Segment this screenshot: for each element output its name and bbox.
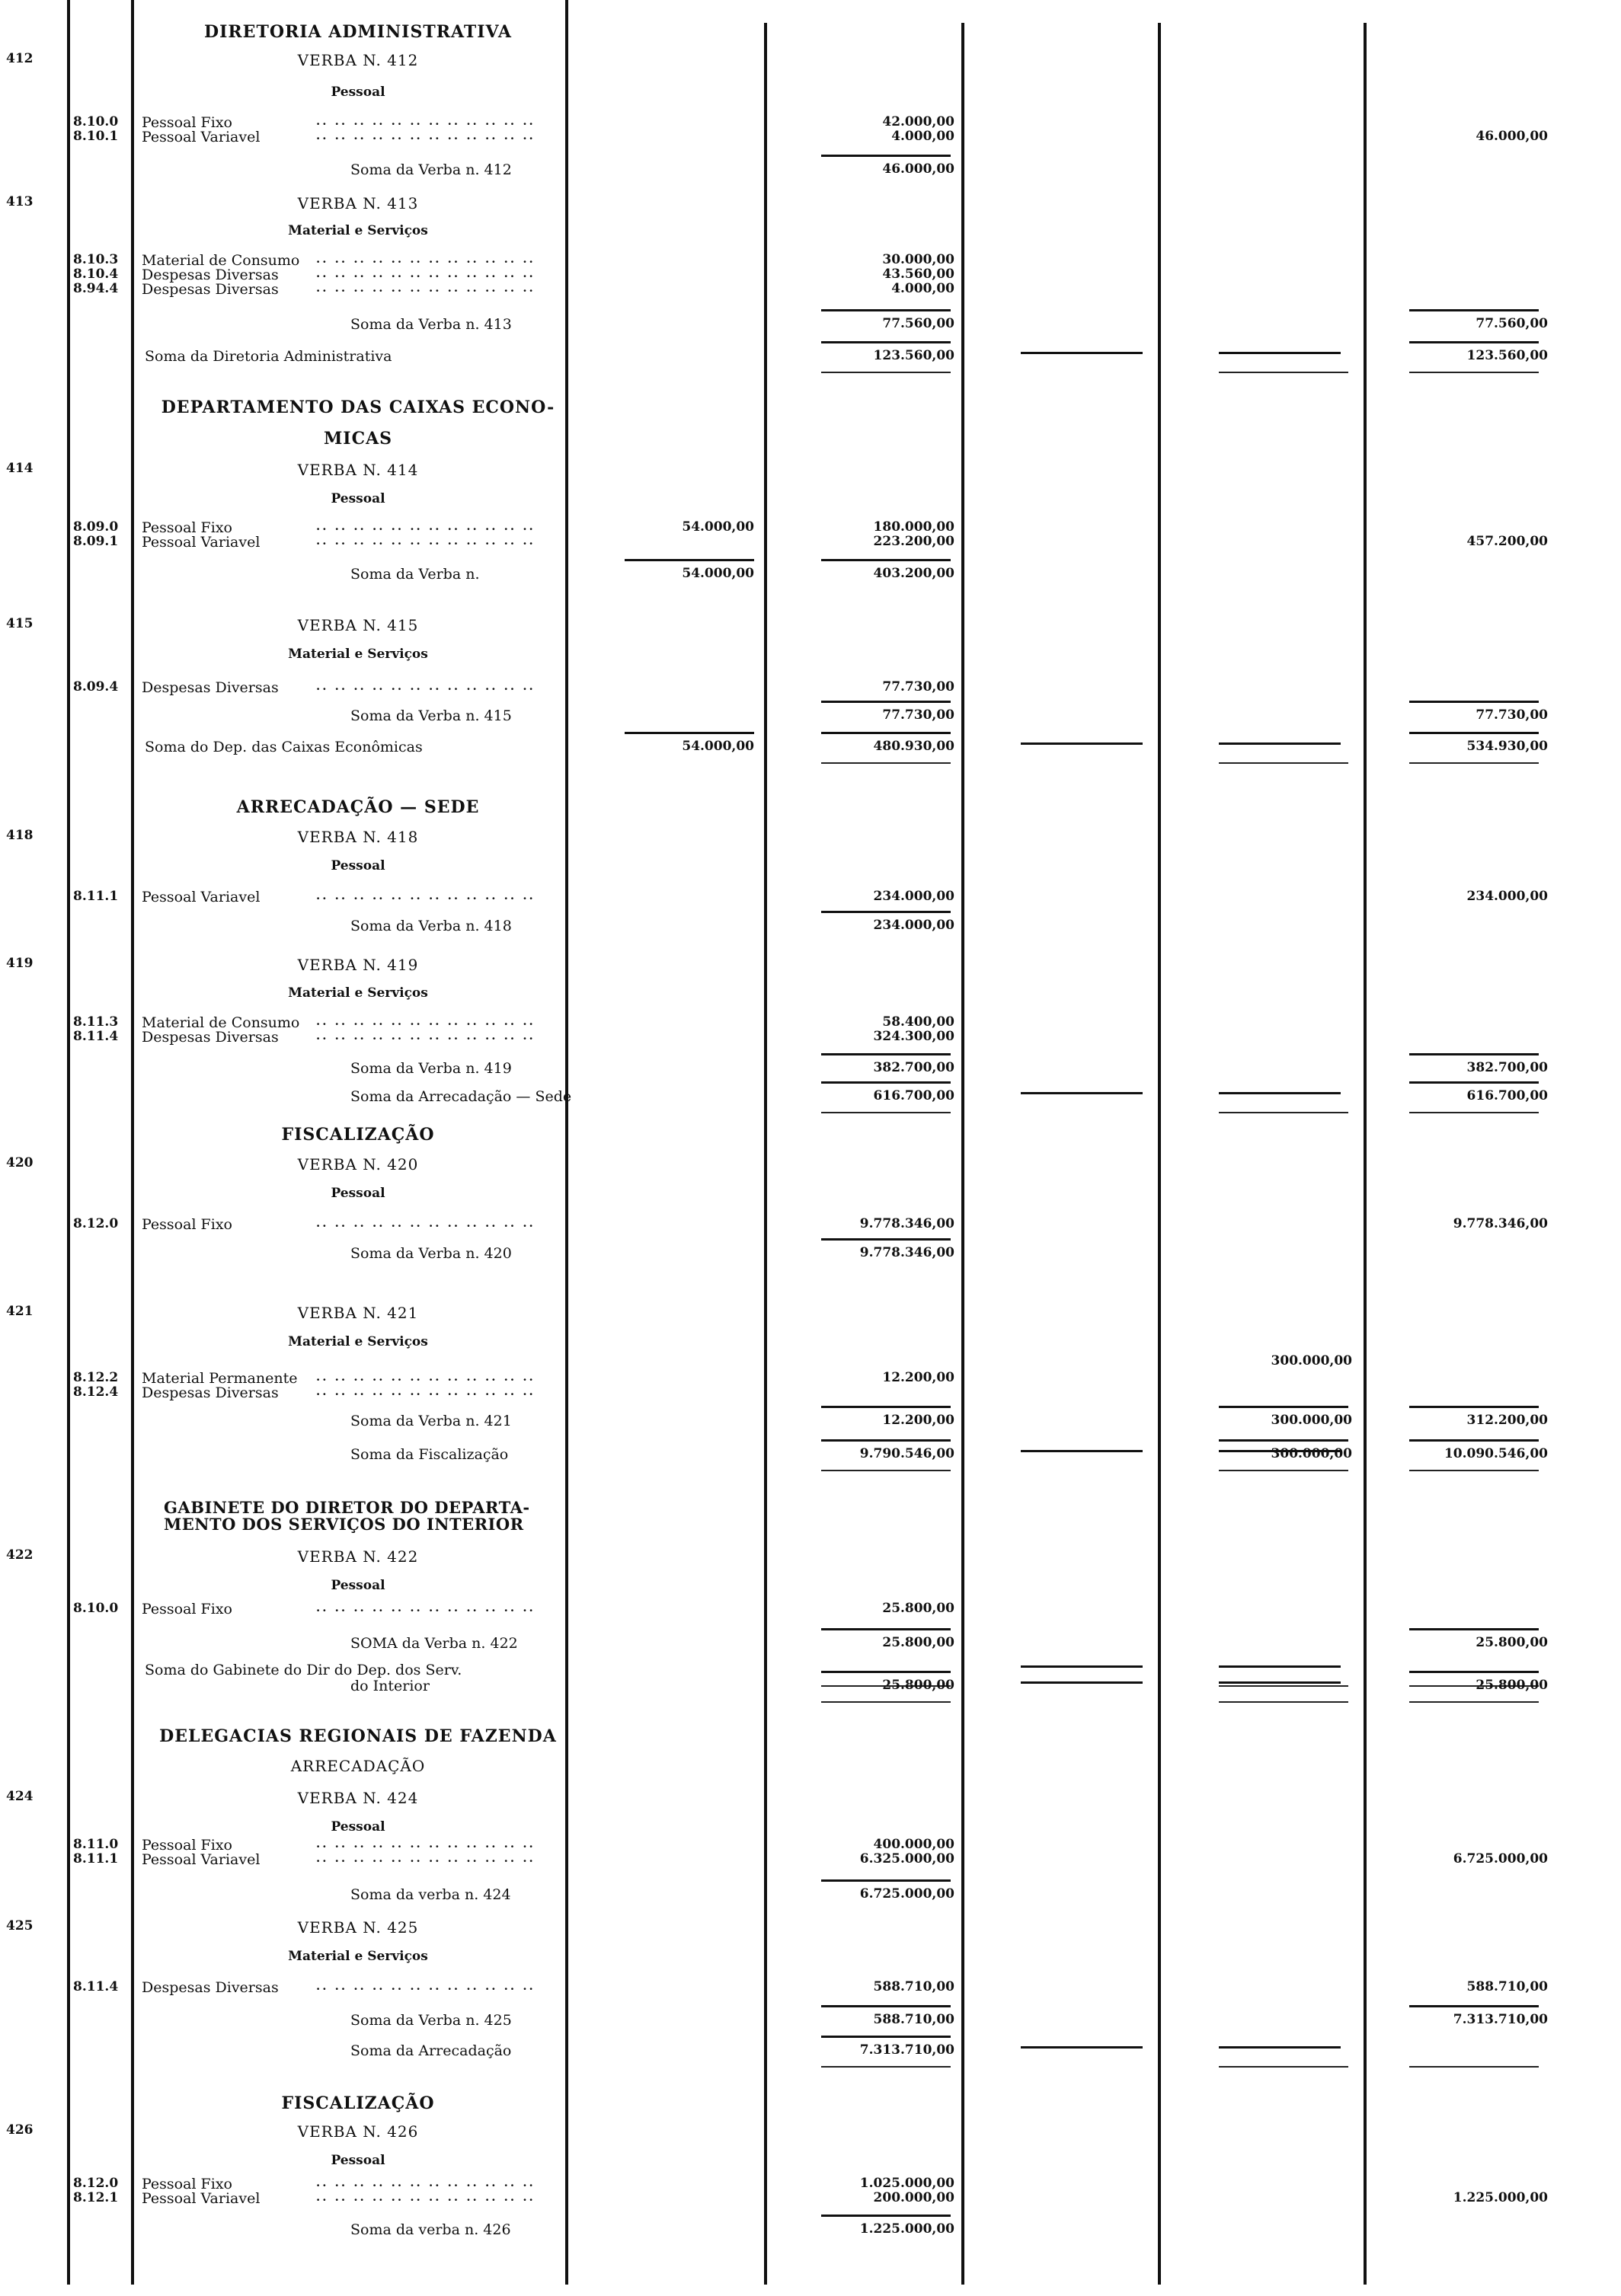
amount-c2: 54.000,00 [682, 739, 754, 754]
amount-c6: 10.090.546,00 [1444, 1446, 1548, 1461]
double-rule [1409, 2066, 1539, 2068]
sum-rule [821, 155, 951, 157]
amount-c3: 1.225.000,00 [859, 2221, 954, 2237]
item-code: 8.11.0 [73, 1837, 119, 1852]
blank-col-rule [1021, 2046, 1143, 2049]
sum-label: Soma da Verba n. 418 [350, 918, 512, 934]
item-label: Pessoal Variavel [142, 1851, 261, 1868]
subheading: Material e Serviços [288, 1334, 428, 1349]
verba-margin-number: 419 [6, 956, 34, 971]
sum-rule [821, 1406, 951, 1408]
amount-c6: 312.200,00 [1466, 1413, 1548, 1428]
sum-label: Soma da verba n. 426 [350, 2221, 511, 2238]
item-code: 8.12.4 [73, 1384, 119, 1400]
amount-c3: 4.000,00 [891, 129, 954, 144]
amount-c6: 588.710,00 [1466, 1979, 1548, 1994]
sum-rule [821, 559, 951, 561]
amount-c6: 234.000,00 [1466, 889, 1548, 904]
leader-dots: .. .. .. .. .. .. .. .. .. .. .. .. [316, 1029, 536, 1043]
item-label: Despesas Diversas [142, 1384, 279, 1401]
item-code: 8.10.1 [73, 129, 119, 144]
verba-heading: VERBA N. 415 [297, 616, 419, 634]
subheading: Material e Serviços [288, 223, 428, 238]
sum-rule [625, 732, 754, 734]
leader-dots: .. .. .. .. .. .. .. .. .. .. .. .. [316, 252, 536, 266]
section-heading: GABINETE DO DIRETOR DO DEPARTA- [164, 1498, 530, 1517]
amount-c6: 382.700,00 [1466, 1060, 1548, 1075]
sum-label: Soma da Verba n. [350, 566, 480, 583]
item-code: 8.09.4 [73, 679, 119, 695]
amount-c5: 300.000,00 [1271, 1446, 1352, 1461]
amount-c3: 9.778.346,00 [859, 1245, 954, 1260]
sum-rule [1409, 701, 1539, 703]
amount-c3: 234.000,00 [873, 918, 954, 933]
sum-rule [1409, 1053, 1539, 1055]
sum-rule [1409, 2005, 1539, 2007]
blank-col-rule [1021, 352, 1143, 354]
sum-label: Soma da Verba n. 413 [350, 316, 512, 333]
amount-c6: 77.560,00 [1476, 316, 1548, 331]
subheading: Material e Serviços [288, 985, 428, 1001]
double-rule [821, 2066, 951, 2068]
amount-c3: 43.560,00 [882, 267, 954, 282]
sum-rule [821, 1628, 951, 1630]
sum-rule [1219, 1439, 1348, 1442]
amount-c3: 58.400,00 [882, 1014, 954, 1030]
sum-rule [821, 911, 951, 913]
sum-rule [821, 2005, 951, 2007]
section-heading: DIRETORIA ADMINISTRATIVA [204, 22, 512, 42]
leader-dots: .. .. .. .. .. .. .. .. .. .. .. .. [316, 534, 536, 548]
amount-c3: 6.325.000,00 [859, 1851, 954, 1866]
rule-left [67, 0, 70, 2285]
leader-dots: .. .. .. .. .. .. .. .. .. .. .. .. [316, 114, 536, 128]
verba-margin-number: 415 [6, 616, 34, 631]
amount-c3: 9.778.346,00 [859, 1216, 954, 1231]
item-code: 8.12.2 [73, 1370, 119, 1385]
sum-rule [821, 701, 951, 703]
leader-dots: .. .. .. .. .. .. .. .. .. .. .. .. [316, 1370, 536, 1384]
leader-dots: .. .. .. .. .. .. .. .. .. .. .. .. [316, 2190, 536, 2204]
sum-label: Soma da Verba n. 419 [350, 1060, 512, 1077]
amount-c3: 7.313.710,00 [859, 2042, 954, 2058]
item-code: 8.10.3 [73, 252, 119, 267]
leader-dots: .. .. .. .. .. .. .. .. .. .. .. .. [316, 2176, 536, 2189]
verba-margin-number: 412 [6, 51, 34, 66]
subheading: Pessoal [331, 1578, 385, 1593]
verba-heading: VERBA N. 424 [297, 1789, 419, 1807]
double-rule [821, 372, 951, 373]
leader-dots: .. .. .. .. .. .. .. .. .. .. .. .. [316, 1837, 536, 1851]
double-rule [1219, 1112, 1348, 1113]
double-rule [1409, 1470, 1539, 1471]
sum-rule [821, 1671, 951, 1673]
amount-c3: 382.700,00 [873, 1060, 954, 1075]
sum-rule [821, 1053, 951, 1055]
verba-heading: VERBA N. 421 [297, 1304, 419, 1322]
sum-rule [821, 2036, 951, 2038]
amount-c6: 46.000,00 [1476, 129, 1548, 144]
subheading: Pessoal [331, 85, 385, 100]
sum-rule [625, 559, 754, 561]
verba-margin-number: 422 [6, 1547, 34, 1563]
amount-c3: 9.790.546,00 [859, 1446, 954, 1461]
sum-label: Soma da Verba n. 415 [350, 707, 512, 724]
sum-label: Soma da Verba n. 420 [350, 1245, 512, 1262]
section-heading: DEPARTAMENTO DAS CAIXAS ECONO- [161, 398, 555, 417]
leader-dots: .. .. .. .. .. .. .. .. .. .. .. .. [316, 1216, 536, 1230]
item-code: 8.11.4 [73, 1979, 119, 1994]
double-rule [821, 762, 951, 764]
amount-c6: 7.313.710,00 [1453, 2012, 1548, 2027]
item-label: Pessoal Fixo [142, 519, 232, 536]
amount-c6: 123.560,00 [1466, 348, 1548, 363]
amount-c6: 534.930,00 [1466, 739, 1548, 754]
leader-dots: .. .. .. .. .. .. .. .. .. .. .. .. [316, 1851, 536, 1865]
item-code: 8.11.1 [73, 1851, 119, 1866]
item-code: 8.09.1 [73, 534, 119, 549]
amount-c3: 25.800,00 [882, 1635, 954, 1650]
verba-heading: VERBA N. 413 [297, 194, 419, 212]
verba-heading: VERBA N. 426 [297, 2122, 419, 2141]
double-rule [1219, 1470, 1348, 1471]
amount-c6: 25.800,00 [1476, 1678, 1548, 1693]
sum-label: Soma da Verba n. 412 [350, 161, 512, 178]
leader-dots: .. .. .. .. .. .. .. .. .. .. .. .. [316, 889, 536, 902]
double-rule [1219, 762, 1348, 764]
verba-margin-number: 421 [6, 1304, 34, 1319]
verba-margin-number: 420 [6, 1155, 34, 1170]
verba-margin-number: 418 [6, 828, 34, 843]
verba-heading: ARRECADAÇÃO [290, 1757, 426, 1775]
double-rule [1219, 2066, 1348, 2068]
rule-col5 [1364, 23, 1367, 2285]
subheading: Pessoal [331, 858, 385, 873]
section-heading: FISCALIZAÇÃO [281, 1125, 435, 1145]
amount-c3: 480.930,00 [873, 739, 954, 754]
sum-rule [821, 341, 951, 343]
amount-c3: 77.730,00 [882, 707, 954, 723]
amount-c3: 42.000,00 [882, 114, 954, 129]
item-label: Pessoal Variavel [142, 2190, 261, 2207]
item-label: Pessoal Variavel [142, 534, 261, 551]
section-heading: MENTO DOS SERVIÇOS DO INTERIOR [164, 1515, 524, 1534]
sum-rule [1409, 1439, 1539, 1442]
sum-rule [1409, 732, 1539, 734]
amount-c3: 30.000,00 [882, 252, 954, 267]
item-code: 8.10.0 [73, 1601, 119, 1616]
blank-col-rule [1021, 1681, 1143, 1684]
amount-c3: 403.200,00 [873, 566, 954, 581]
amount-c3: 4.000,00 [891, 281, 954, 296]
blank-col-rule [1219, 1092, 1341, 1094]
sum-rule [821, 1238, 951, 1241]
verba-heading: VERBA N. 414 [297, 461, 419, 479]
sum-label: SOMA da Verba n. 422 [350, 1635, 518, 1652]
double-rule [1219, 372, 1348, 373]
blank-col-rule [1219, 1665, 1341, 1668]
leader-dots: .. .. .. .. .. .. .. .. .. .. .. .. [316, 267, 536, 280]
item-label: Despesas Diversas [142, 1979, 279, 1996]
item-code: 8.12.1 [73, 2190, 119, 2205]
item-code: 8.10.4 [73, 267, 119, 282]
item-code: 8.12.0 [73, 1216, 119, 1231]
leader-dots: .. .. .. .. .. .. .. .. .. .. .. .. [316, 1601, 536, 1614]
item-code: 8.94.4 [73, 281, 119, 296]
blank-col-rule [1219, 352, 1341, 354]
amount-c3: 12.200,00 [882, 1370, 954, 1385]
amount-c2: 54.000,00 [682, 519, 754, 535]
amount-c3: 77.730,00 [882, 679, 954, 695]
subheading: Pessoal [331, 1819, 385, 1835]
sum-rule [821, 2215, 951, 2217]
item-code: 8.11.1 [73, 889, 119, 904]
item-label: Material de Consumo [142, 252, 300, 269]
item-code: 8.10.0 [73, 114, 119, 129]
section-heading: FISCALIZAÇÃO [281, 2093, 435, 2113]
double-rule [821, 1112, 951, 1113]
item-code: 8.09.0 [73, 519, 119, 535]
item-label: Pessoal Fixo [142, 1601, 232, 1617]
double-rule [1219, 1685, 1348, 1687]
item-label: Pessoal Fixo [142, 1216, 232, 1233]
amount-c6: 9.778.346,00 [1453, 1216, 1548, 1231]
sum-rule [1409, 1406, 1539, 1408]
verba-margin-number: 424 [6, 1789, 34, 1804]
amount-c3: 1.025.000,00 [859, 2176, 954, 2191]
sum-rule [1409, 1628, 1539, 1630]
amount-c3: 77.560,00 [882, 316, 954, 331]
sum-rule [821, 732, 951, 734]
double-rule [1219, 1701, 1348, 1703]
sum-rule [821, 1439, 951, 1442]
verba-margin-number: 425 [6, 1918, 34, 1934]
blank-col-rule [1021, 1665, 1143, 1668]
double-rule [1409, 372, 1539, 373]
section-heading: DELEGACIAS REGIONAIS DE FAZENDA [159, 1726, 557, 1746]
verba-heading: VERBA N. 420 [297, 1155, 419, 1174]
rule-col4 [1158, 23, 1161, 2285]
item-code: 8.12.0 [73, 2176, 119, 2191]
amount-c3: 25.800,00 [882, 1678, 954, 1693]
double-rule [1409, 1701, 1539, 1703]
amount-c3: 46.000,00 [882, 161, 954, 177]
sum-rule [821, 1879, 951, 1882]
section-heading: ARRECADAÇÃO — SEDE [236, 797, 480, 817]
amount-c3: 588.710,00 [873, 1979, 954, 1994]
sum-rule [1409, 309, 1539, 311]
double-rule [821, 1701, 951, 1703]
rule-code [131, 0, 134, 2285]
leader-dots: .. .. .. .. .. .. .. .. .. .. .. .. [316, 129, 536, 142]
subheading: Pessoal [331, 1186, 385, 1201]
leader-dots: .. .. .. .. .. .. .. .. .. .. .. .. [316, 1384, 536, 1398]
blank-col-rule [1021, 1450, 1143, 1452]
item-label: Despesas Diversas [142, 679, 279, 696]
item-label: Pessoal Variavel [142, 889, 261, 905]
double-rule [1409, 762, 1539, 764]
sum-label: do Interior [350, 1678, 430, 1694]
sum-rule [1409, 1081, 1539, 1084]
blank-col-rule [1021, 742, 1143, 745]
item-label: Material de Consumo [142, 1014, 300, 1031]
sum-label: Soma do Gabinete do Dir do Dep. dos Serv. [145, 1662, 462, 1678]
item-label: Pessoal Fixo [142, 1837, 232, 1854]
verba-margin-number: 426 [6, 2122, 34, 2138]
rule-col3 [961, 23, 964, 2285]
leader-dots: .. .. .. .. .. .. .. .. .. .. .. .. [316, 1014, 536, 1028]
amount-c6: 6.725.000,00 [1453, 1851, 1548, 1866]
verba-heading: VERBA N. 422 [297, 1547, 419, 1566]
sum-label: Soma da Arrecadação [350, 2042, 512, 2059]
sum-label: Soma da Diretoria Administrativa [145, 348, 392, 365]
amount-c6: 616.700,00 [1466, 1088, 1548, 1103]
verba-heading: VERBA N. 425 [297, 1918, 419, 1937]
sum-rule [821, 1081, 951, 1084]
item-label: Despesas Diversas [142, 1029, 279, 1046]
item-label: Pessoal Variavel [142, 129, 261, 145]
item-label: Pessoal Fixo [142, 114, 232, 131]
leader-dots: .. .. .. .. .. .. .. .. .. .. .. .. [316, 1979, 536, 1993]
leader-dots: .. .. .. .. .. .. .. .. .. .. .. .. [316, 281, 536, 295]
rule-text [565, 0, 568, 2285]
sum-label: Soma da Verba n. 421 [350, 1413, 512, 1429]
amount-c3: 400.000,00 [873, 1837, 954, 1852]
leader-dots: .. .. .. .. .. .. .. .. .. .. .. .. [316, 679, 536, 693]
item-code: 8.11.4 [73, 1029, 119, 1044]
verba-heading: VERBA N. 412 [297, 51, 419, 69]
sum-label: Soma da Arrecadação — Sede [350, 1088, 572, 1105]
amount-c5: 300.000,00 [1271, 1353, 1352, 1368]
rule-col2 [764, 23, 767, 2285]
amount-c3: 234.000,00 [873, 889, 954, 904]
double-rule [821, 1470, 951, 1471]
amount-c6: 1.225.000,00 [1453, 2190, 1548, 2205]
amount-c2: 54.000,00 [682, 566, 754, 581]
sum-rule [1409, 341, 1539, 343]
subheading: Material e Serviços [288, 647, 428, 662]
item-label: Material Permanente [142, 1370, 298, 1387]
sum-label: Soma da verba n. 424 [350, 1886, 511, 1903]
amount-c6: 457.200,00 [1466, 534, 1548, 549]
amount-c3: 180.000,00 [873, 519, 954, 535]
amount-c3: 616.700,00 [873, 1088, 954, 1103]
verba-margin-number: 413 [6, 194, 34, 209]
amount-c3: 6.725.000,00 [859, 1886, 954, 1902]
item-code: 8.11.3 [73, 1014, 119, 1030]
amount-c6: 77.730,00 [1476, 707, 1548, 723]
blank-col-rule [1219, 1681, 1341, 1684]
amount-c3: 324.300,00 [873, 1029, 954, 1044]
item-label: Despesas Diversas [142, 281, 279, 298]
double-rule [1409, 1112, 1539, 1113]
sum-label: Soma da Verba n. 425 [350, 2012, 512, 2029]
sum-rule [821, 309, 951, 311]
sum-label: Soma do Dep. das Caixas Econômicas [145, 739, 423, 755]
subheading: Pessoal [331, 2153, 385, 2168]
subheading: Material e Serviços [288, 1949, 428, 1964]
amount-c5: 300.000,00 [1271, 1413, 1352, 1428]
amount-c3: 588.710,00 [873, 2012, 954, 2027]
amount-c3: 223.200,00 [873, 534, 954, 549]
verba-margin-number: 414 [6, 461, 34, 476]
subheading: Pessoal [331, 491, 385, 506]
item-label: Pessoal Fixo [142, 2176, 232, 2192]
blank-col-rule [1219, 742, 1341, 745]
amount-c3: 123.560,00 [873, 348, 954, 363]
amount-c6: 25.800,00 [1476, 1635, 1548, 1650]
sum-rule [1219, 1406, 1348, 1408]
amount-c3: 200.000,00 [873, 2190, 954, 2205]
sum-label: Soma da Fiscalização [350, 1446, 509, 1463]
verba-heading: VERBA N. 418 [297, 828, 419, 846]
sum-rule [1409, 1671, 1539, 1673]
section-heading: MICAS [323, 429, 393, 449]
leader-dots: .. .. .. .. .. .. .. .. .. .. .. .. [316, 519, 536, 533]
item-label: Despesas Diversas [142, 267, 279, 283]
verba-heading: VERBA N. 419 [297, 956, 419, 974]
blank-col-rule [1219, 2046, 1341, 2049]
amount-c3: 25.800,00 [882, 1601, 954, 1616]
blank-col-rule [1021, 1092, 1143, 1094]
amount-c3: 12.200,00 [882, 1413, 954, 1428]
